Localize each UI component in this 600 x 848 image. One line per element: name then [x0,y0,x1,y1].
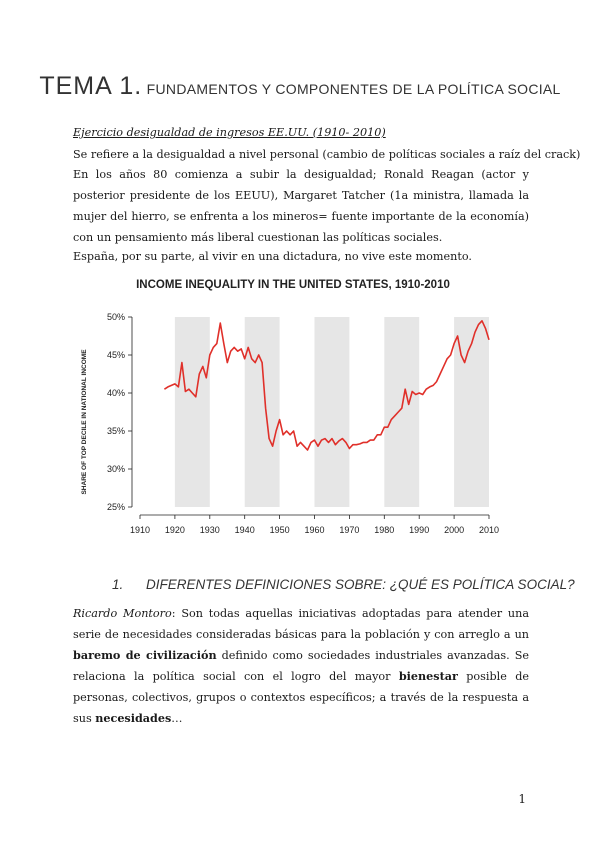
chart-y-axis-label: SHARE OF TOP DECILE IN NATIONAL INCOME [81,349,88,495]
chart-x-tick-label: 1990 [409,525,430,535]
chart-y-tick-label: 35% [106,426,125,436]
page-title [0,72,600,101]
definition-author: Ricardo Montoro [73,607,172,620]
definition-text-b: definido como sociedades industriales avanzadas. Se relaciona la política social con el logro del mayor [73,649,530,683]
chart-x-tick-label: 2000 [444,525,465,535]
income-inequality-chart [73,272,513,562]
exercise-subtitle: Ejercicio desigualdad de ingresos EE.UU. (1910- 2010) [73,126,386,139]
chart-title: INCOME INEQUALITY IN THE UNITED STATES, 1910-2010 [136,279,450,291]
chart-y-tick-label: 40% [106,388,125,398]
definition-bold-a: baremo de civilización [73,648,217,662]
chart-x-tick-label: 1910 [129,525,151,535]
exercise-line-1: Se refiere a la desigualdad a nivel personal (cambio de políticas sociales a raíz del crack) [73,148,581,161]
chart-x-tick-label: 1950 [269,525,290,535]
chart-band-2 [315,317,350,507]
definition-text-a: : Son todas aquellas iniciativas adoptadas para atender una serie de necesidades consideradas básicas para la población y con arreglo a un [73,607,529,641]
page-number: 1 [518,792,526,806]
section-1-paragraph [73,603,529,729]
exercise-paragraph-2: En los años 80 comienza a subir la desigualdad; Ronald Reagan (actor y posterior presidente de los EEUU), Margaret Tatcher (1a ministra, llamada la mujer del hierro, se enfrenta a los mineros= fuente importante de la economía) con un pensamiento más liberal cuestionan las políticas sociales. [73,168,529,244]
chart-y-tick-label: 45% [106,350,125,360]
chart-x-tick-label: 1960 [304,525,325,535]
chart-band-3 [384,317,419,507]
chart-x-tick-label: 1980 [374,525,395,535]
definition-bold-c: necesidades [95,711,172,725]
chart-x-tick-label: 2010 [478,525,500,535]
chart-x-tick-label: 1970 [339,525,360,535]
chart-x-tick-label: 1930 [199,525,220,535]
chart-y-tick-label: 30% [106,464,125,474]
definition-text-c: posible de personas, colectivos, grupos o contextos específicos; a través de la respuesta a sus [73,670,529,725]
title-sub: FUNDAMENTOS Y COMPONENTES DE LA POLÍTICA SOCIAL [146,81,561,97]
chart-x-tick-label: 1920 [164,525,185,535]
title-main: TEMA 1. [39,72,143,100]
chart-y-tick-label: 50% [106,312,125,322]
chart-y-tick-label: 25% [106,502,125,512]
exercise-line-3: España, por su parte, al vivir en una dictadura, no vive este momento. [73,250,472,263]
section-1-title: DIFERENTES DEFINICIONES SOBRE: ¿QUÉ ES POLÍTICA SOCIAL? [146,577,575,592]
chart-band-0 [175,317,210,507]
chart-x-tick-label: 1940 [234,525,255,535]
chart-band-1 [245,317,280,507]
section-1-number: 1. [112,577,124,592]
definition-bold-b: bienestar [398,669,458,683]
definition-text-d: … [171,712,183,725]
